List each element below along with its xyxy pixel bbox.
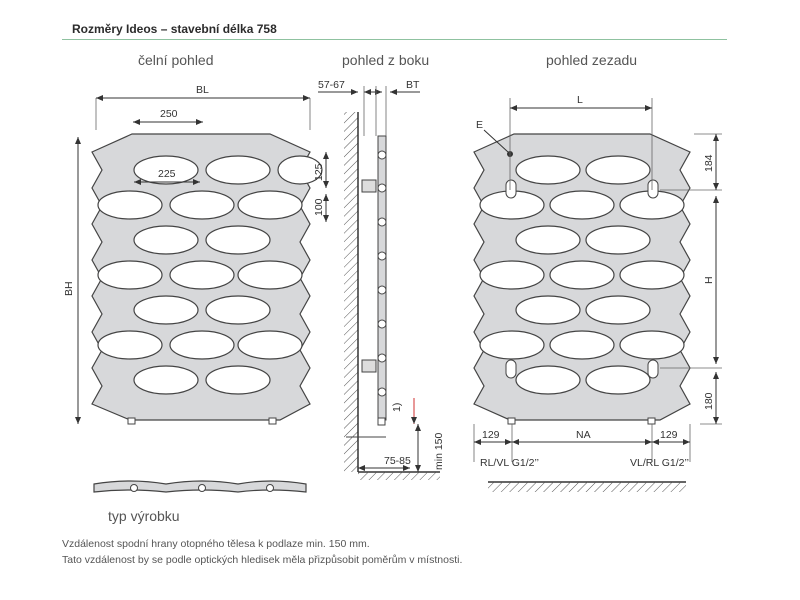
side-view	[318, 79, 445, 480]
dim-bh: BH	[63, 281, 75, 296]
connection-right: VL/RL G1/2’’	[630, 457, 689, 469]
dim-57-67: 57-67	[318, 79, 345, 91]
dim-250: 250	[160, 108, 178, 120]
dim-184: 184	[703, 154, 715, 172]
dim-100: 100	[313, 198, 325, 216]
dim-min150: min 150	[433, 432, 445, 470]
dim-h: H	[703, 276, 715, 284]
dim-225: 225	[158, 168, 176, 180]
dim-na: NA	[576, 429, 591, 441]
front-view	[63, 84, 326, 424]
page-title: Rozměry Ideos – stavební délka 758	[72, 22, 277, 36]
dim-bl: BL	[196, 84, 209, 96]
back-view-label: pohled zezadu	[546, 52, 638, 68]
label-e: E	[476, 119, 484, 131]
footnote-marker: 1)	[391, 402, 403, 412]
note-line-1: Vzdálenost spodní hrany otopného tělesa k podlaze min. 150 mm.	[62, 538, 370, 550]
side-view-label: pohled z boku	[342, 52, 430, 68]
dim-129-right: 129	[660, 429, 678, 441]
front-view-label: čelní pohled	[138, 52, 214, 68]
dim-l: L	[577, 94, 583, 106]
product-profile	[94, 481, 306, 492]
note-line-2: Tato vzdálenost by se podle optických hledisek měla přizpůsobit poměrům v místnosti.	[62, 554, 463, 566]
product-type-label: typ výrobku	[108, 508, 180, 524]
dim-125: 125	[313, 163, 325, 181]
back-view	[474, 94, 722, 492]
dim-75-85: 75-85	[384, 455, 411, 467]
connection-left: RL/VL G1/2’’	[480, 457, 539, 469]
dim-180: 180	[703, 392, 715, 410]
dim-129-left: 129	[482, 429, 500, 441]
dim-bt: BT	[406, 79, 420, 91]
